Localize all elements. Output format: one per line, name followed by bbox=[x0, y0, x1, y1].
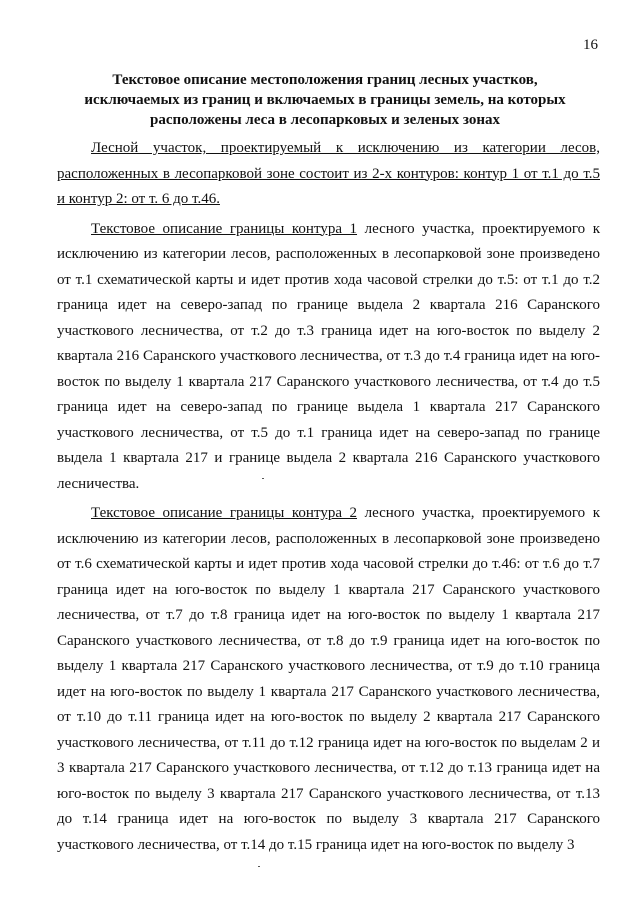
scan-speck bbox=[258, 866, 260, 867]
contour-2-heading: Текстовое описание границы контура 2 bbox=[91, 505, 358, 521]
contour-2-paragraph bbox=[57, 501, 600, 858]
contour-1-text: лесного участка, проектируемого к исключению из категории лесов, расположенных в лесопарковой зоне произведено от т.1 схематической карты и идет против хода часовой стрелки до т.5: от т.1 до т.2 граница идет на северо-запад по границе выдела 2 квартала 216 Саранского участкового лесничества, от т.2 до т.3 граница идет на юго-восток по выделу 2 квартала 216 Саранского участкового лесничества, от т.3 до т.4 граница идет на юго-восток по выделу 1 квартала 217 Саранского участкового лесничества, от т.4 до т.5 граница идет на северо-запад по границе выдела 1 квартала 217 Саранского участкового лесничества, от т.5 до т.1 граница идет на северо-запад по границе выдела 1 квартала 217 и границе выдела 2 квартала 216 Саранского участкового лесничества. bbox=[57, 220, 600, 492]
document-title: Текстовое описание местоположения границ лесных участков, исключаемых из границ и включаемых в границы земель, на которых расположены леса в лесопарковых и зеленых зонах bbox=[84, 72, 566, 128]
intro-paragraph bbox=[57, 136, 600, 213]
document-body bbox=[57, 136, 600, 858]
scan-speck bbox=[262, 478, 264, 479]
contour-2-text: лесного участка, проектируемого к исключению из категории лесов, расположенных в лесопарковой зоне произведено от т.6 схематической карты и идет против хода часовой стрелки до т.46: от т.6 до т.7 граница идет на юго-восток по выделу 1 квартала 217 Саранского участкового лесничества, от т.7 до т.8 граница идет на юго-восток по выделу 1 квартала 217 Саранского участкового лесничества, от т.8 до т.9 граница идет на юго-восток по выделу 1 квартала 217 Саранского участкового лесничества, от т.9 до т.10 граница идет на юго-восток по выделу 1 квартала 217 Саранского участкового лесничества, от т.10 до т.11 граница идет на юго-восток по выделу 2 квартала 217 Саранского участкового лесничества, от т.11 до т.12 граница идет на юго-восток по выделам 2 и 3 квартала 217 Саранского участкового лесничества, от т.12 до т.13 граница идет на юго-восток по выделу 3 квартала 217 Саранского участкового лесничества, от т.13 до т.14 граница идет на юго-восток по выделу 3 квартала 217 Саранского участкового лесничества, от т.14 до т.15 граница идет на юго-восток по выделу 3 bbox=[57, 505, 600, 853]
page-number: 16 bbox=[583, 37, 598, 53]
contour-1-paragraph bbox=[57, 217, 600, 498]
intro-underlined-text: Лесной участок, проектируемый к исключению из категории лесов, расположенных в лесопарковой зоне состоит из 2-х контуров: контур 1 от т.1 до т.5 и контур 2: от т. 6 до т.46. bbox=[57, 140, 600, 207]
contour-1-heading: Текстовое описание границы контура 1 bbox=[91, 220, 358, 237]
